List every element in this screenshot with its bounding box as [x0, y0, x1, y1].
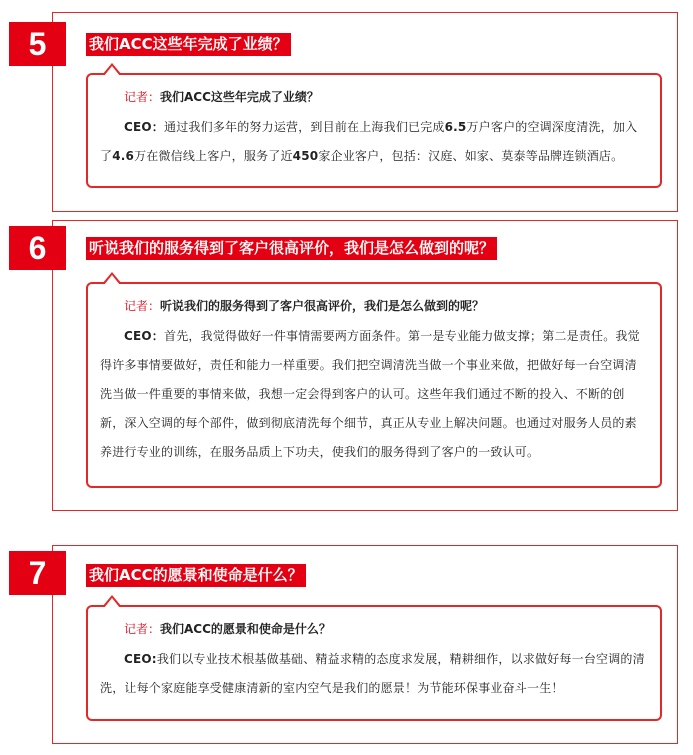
answer-paragraph: [100, 322, 648, 467]
reporter-label: 记者：: [124, 299, 161, 313]
answer-text: 通过我们多年的努力运营，到目前在上海我们已完成: [164, 120, 445, 134]
answer-figure: 6.5: [444, 120, 467, 134]
section-number-badge: 7: [9, 551, 66, 595]
section-title: 听说我们的服务得到了客户很高评价，我们是怎么做到的呢？: [86, 237, 497, 260]
answer-text: 万在微信线上客户，服务了近: [134, 149, 293, 163]
answer-text: 万户客户的空调深度清洗，加入了: [100, 120, 638, 163]
ceo-label: CEO:: [124, 652, 157, 666]
section-number-badge: 5: [9, 22, 66, 66]
question-text: 听说我们的服务得到了客户很高评价，我们是怎么做到的呢？: [160, 299, 485, 313]
question-line: [100, 296, 648, 316]
speech-tail: [102, 272, 122, 284]
answer-paragraph: [100, 645, 648, 703]
ceo-label: CEO：: [124, 120, 165, 134]
answer-figure: 4.6: [112, 149, 135, 163]
section-number-badge: 6: [9, 226, 66, 270]
answer-paragraph: [100, 113, 648, 171]
question-text: 我们ACC的愿景和使命是什么？: [160, 622, 331, 636]
speech-tail: [102, 63, 122, 75]
section-title: 我们ACC这些年完成了业绩？: [86, 33, 291, 56]
qa-bubble: [86, 605, 662, 721]
reporter-label: 记者：: [124, 622, 161, 636]
answer-text: 家企业客户，包括：汉庭、如家、莫泰等品牌连锁酒店。: [318, 149, 624, 163]
question-line: [100, 619, 648, 639]
answer-text: 我们以专业技术根基做基础、精益求精的态度求发展，精耕细作，以求做好每一台空调的清洗，让每个家庭能享受健康清新的室内空气是我们的愿景！为节能环保事业奋斗一生！: [100, 652, 645, 695]
answer-figure: 450: [292, 149, 319, 163]
question-text: 我们ACC这些年完成了业绩？: [160, 90, 319, 104]
question-line: [100, 87, 648, 107]
speech-tail: [102, 595, 122, 607]
section-title: 我们ACC的愿景和使命是什么？: [86, 564, 306, 587]
reporter-label: 记者：: [124, 90, 161, 104]
answer-text: 首先，我觉得做好一件事情需要两方面条件。第一是专业能力做支撑；第二是责任。我觉得许多事情要做好，责任和能力一样重要。我们把空调清洗当做一个事业来做，把做好每一台空调清洗当做一件重要的事情来做，我想一定会得到客户的认可。这些年我们通过不断的投入、不断的创新，深入空调的每个部件，做到彻底清洗每个细节，真正从专业上解决问题。也通过对服务人员的素养进行专业的训练，在服务品质上下功夫，使我们的服务得到了客户的一致认可。: [100, 329, 640, 459]
ceo-label: CEO：: [124, 329, 165, 343]
qa-bubble: [86, 73, 662, 188]
qa-bubble: [86, 282, 662, 488]
